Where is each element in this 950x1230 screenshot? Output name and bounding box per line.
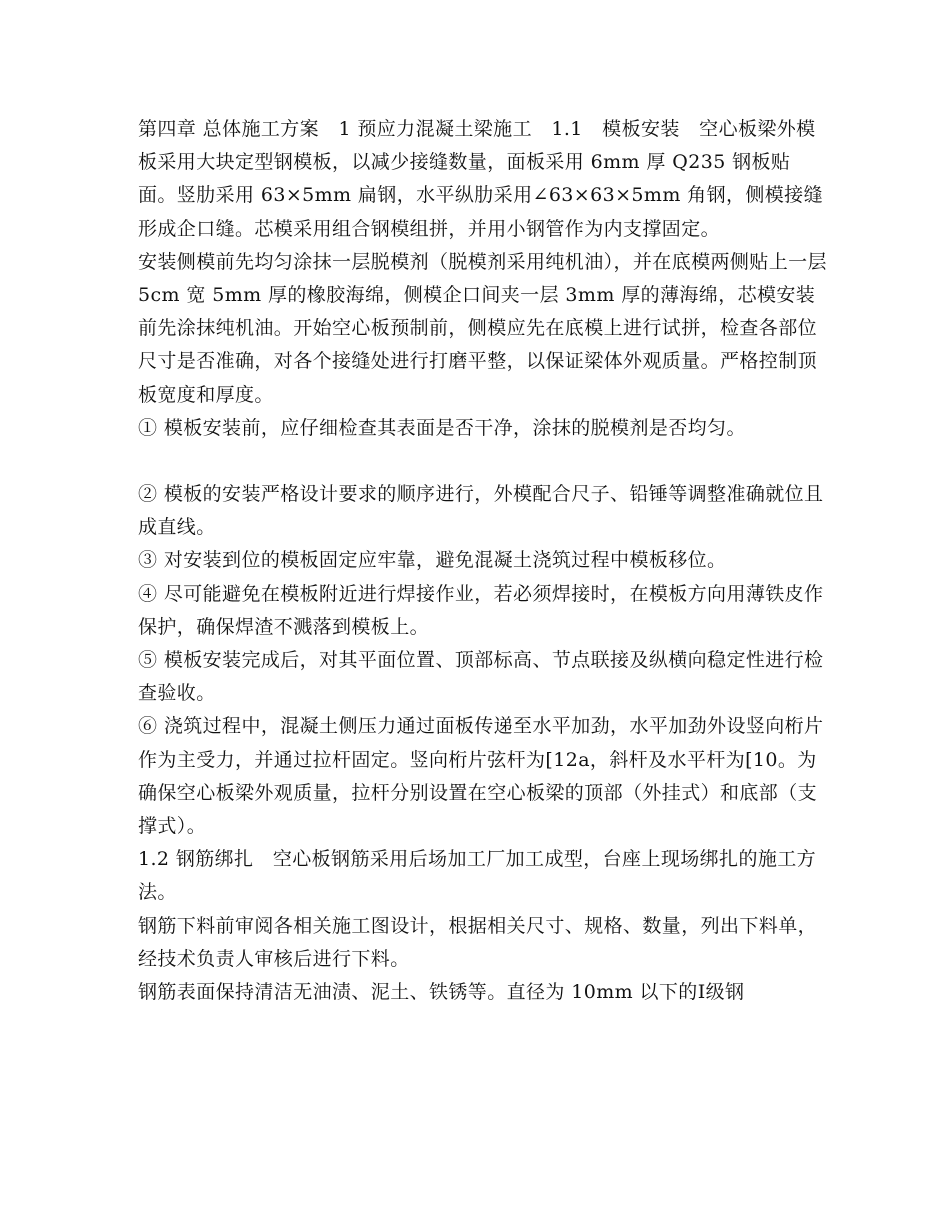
paragraph-side-formwork: 安装侧模前先均匀涂抹一层脱模剂（脱模剂采用纯机油），并在底模两侧贴上一层 5cm 宽 5mm 厚的橡胶海绵，侧模企口间夹一层 3mm 厚的薄海绵，芯模安装前先涂抹纯机油。开始空心板预制前，侧模应先在底模上进行试拼，检查各部位尺寸是否准确，对各个接缝处进行打磨平整，以保证梁体外观质量。严格控制顶板宽度和厚度。: [138, 250, 827, 406]
paragraph-item-2: ② 模板的安装严格设计要求的顺序进行，外模配合尺子、铅锤等调整准确就位且成直线。: [138, 483, 824, 539]
paragraph-item-1: ① 模板安装前，应仔细检查其表面是否干净，涂抹的脱模剂是否均匀。: [138, 416, 746, 439]
paragraph-rebar-cutting: 钢筋下料前审阅各相关施工图设计，根据相关尺寸、规格、数量，列出下料单，经技术负责人审核后进行下料。: [138, 914, 818, 970]
paragraph-rebar-binding: 1.2 钢筋绑扎 空心板钢筋采用后场加工厂加工成型，台座上现场绑扎的施工方法。: [138, 848, 817, 904]
paragraph-formwork-intro: 第四章 总体施工方案 1 预应力混凝土梁施工 1.1 模板安装 空心板梁外模板采用大块定型钢模板，以减少接缝数量，面板采用 6mm 厚 Q235 钢板贴面。竖肋采用 63×5mm 扁钢，水平纵肋采用∠63×63×5mm 角钢，侧模接缝形成企口缝。芯模采用组合钢模组拼，并用小钢管作为内支撑固定。: [138, 118, 823, 240]
paragraph-rebar-surface: 钢筋表面保持清洁无油渍、泥土、铁锈等。直径为 10mm 以下的Ⅰ级钢: [138, 981, 745, 1004]
paragraph-item-4: ④ 尽可能避免在模板附近进行焊接作业，若必须焊接时，在模板方向用薄铁皮作保护，确保焊渣不溅落到模板上。: [138, 582, 824, 638]
document-body: [138, 113, 828, 1009]
paragraph-item-5: ⑤ 模板安装完成后，对其平面位置、顶部标高、节点联接及纵横向稳定性进行检查验收。: [138, 649, 824, 705]
paragraph-item-3: ③ 对安装到位的模板固定应牢靠，避免混凝土浇筑过程中模板移位。: [138, 549, 727, 572]
paragraph-gap: [138, 445, 828, 478]
paragraph-item-6: ⑥ 浇筑过程中，混凝土侧压力通过面板传递至水平加劲，水平加劲外设竖向桁片作为主受力，并通过拉杆固定。竖向桁片弦杆为[12a，斜杆及水平杆为[10。为确保空心板梁外观质量，拉杆分别设置在空心板梁的顶部（外挂式）和底部（支撑式）。: [138, 715, 824, 838]
